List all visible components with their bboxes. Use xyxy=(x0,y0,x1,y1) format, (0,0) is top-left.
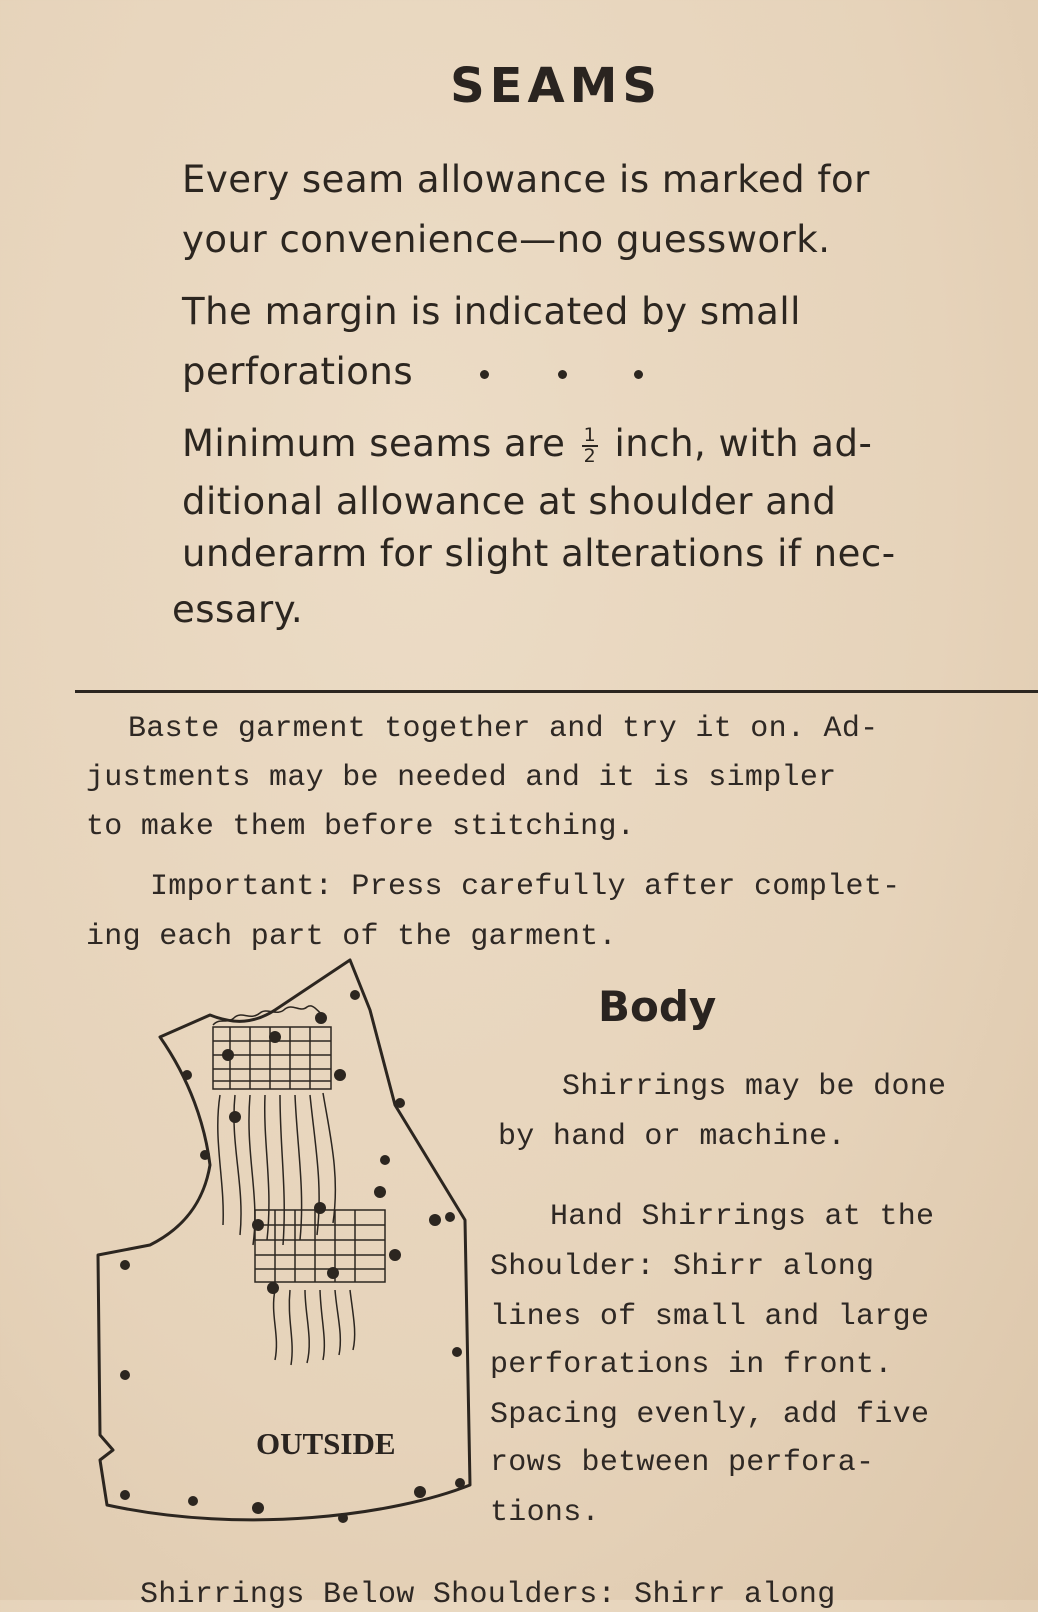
outside-label: OUTSIDE xyxy=(256,1426,396,1461)
body-line-7: Spacing evenly, add five xyxy=(490,1398,930,1432)
body-line-1: Shirrings may be done xyxy=(562,1070,947,1104)
body-line-5: lines of small and large xyxy=(490,1300,930,1334)
seams-line-5-end: inch, with ad- xyxy=(614,422,873,465)
instructions-line-3: to make them before stitching. xyxy=(86,810,636,844)
one-half-fraction xyxy=(582,423,599,467)
seams-line-7: underarm for slight alterations if nec- xyxy=(182,532,896,575)
fraction-numerator: 1 xyxy=(583,423,597,446)
seams-line-1: Every seam allowance is marked for xyxy=(182,158,870,201)
body-line-3: Hand Shirrings at the xyxy=(550,1200,935,1234)
body-line-4: Shoulder: Shirr along xyxy=(490,1250,875,1284)
body-heading: Body xyxy=(598,982,717,1031)
instructions-line-4: Important: Press carefully after complet- xyxy=(150,870,901,904)
body-cutoff-line: Shirrings Below Shoulders: Shirr along xyxy=(140,1578,836,1612)
instructions-line-2: justments may be needed and it is simpler xyxy=(86,761,837,795)
body-line-9: tions. xyxy=(490,1496,600,1530)
seams-line-2: your convenience—no guesswork. xyxy=(182,218,831,261)
section-divider xyxy=(75,690,1038,693)
seams-line-6: ditional allowance at shoulder and xyxy=(182,480,837,523)
seams-line-3: The margin is indicated by small xyxy=(182,290,801,333)
seams-line-5-start: Minimum seams are xyxy=(182,422,566,465)
fraction-denominator: 2 xyxy=(583,444,597,467)
instructions-line-1: Baste garment together and try it on. Ad- xyxy=(128,712,879,746)
seams-line-5 xyxy=(182,422,872,466)
body-line-6: perforations in front. xyxy=(490,1348,893,1382)
section-title-seams: SEAMS xyxy=(450,58,662,114)
seams-line-4: perforations xyxy=(182,350,414,393)
seams-line-8: essary. xyxy=(172,588,304,631)
body-line-8: rows between perfora- xyxy=(490,1446,875,1480)
body-line-2: by hand or machine. xyxy=(498,1120,846,1154)
instructions-line-5: ing each part of the garment. xyxy=(86,920,617,954)
